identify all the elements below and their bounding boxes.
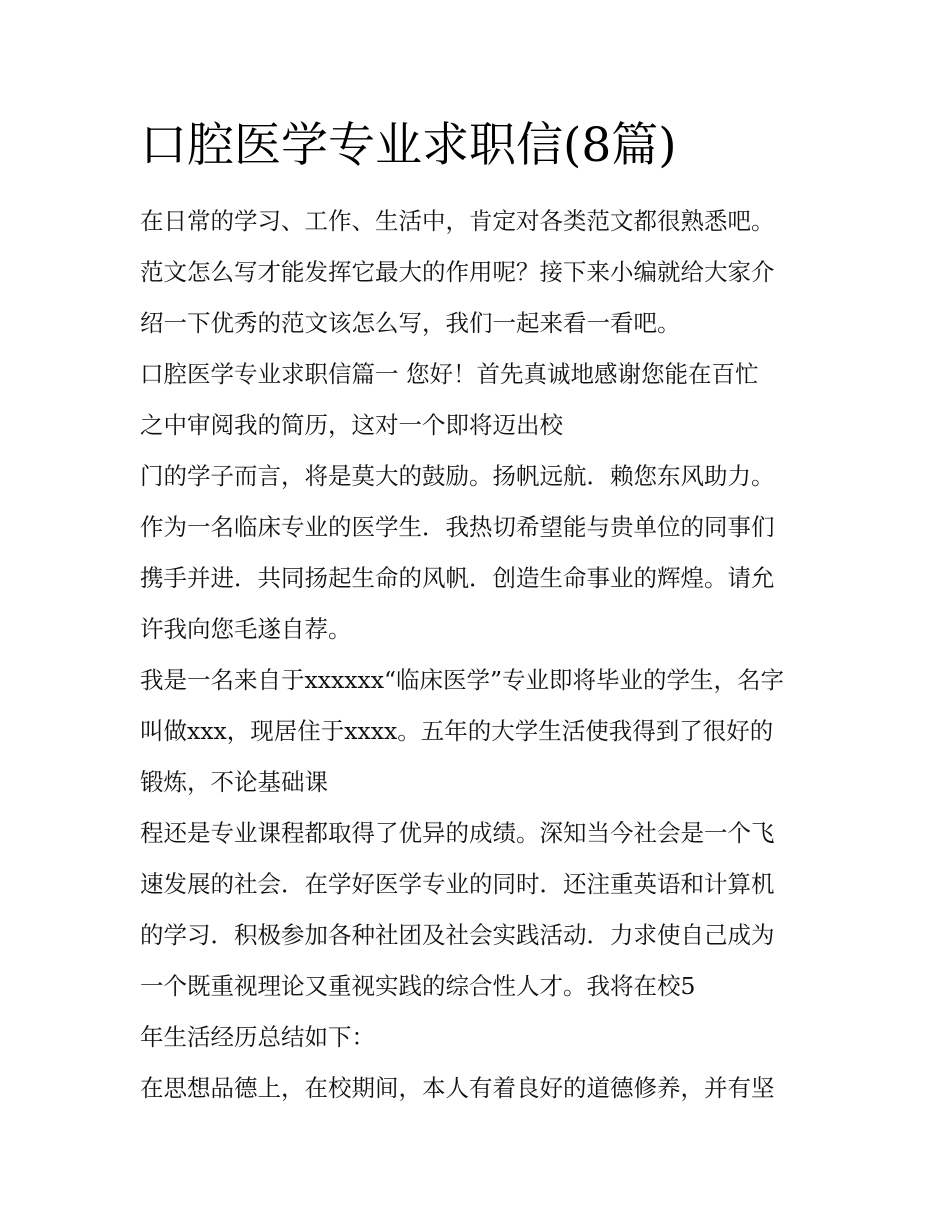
body-line: 叫做xxx，现居住于xxxx。五年的大学生活使我得到了很好的 (140, 717, 774, 745)
body-line: 门的学子而言，将是莫大的鼓励。扬帆远航．赖您东风助力。 (140, 462, 775, 490)
body-line: 我是一名来自于xxxxxx“临床医学”专业即将毕业的学生，名字 (140, 666, 785, 694)
body-line: 之中审阅我的简历，这对一个即将迈出校 (140, 411, 563, 439)
body-line: 一个既重视理论又重视实践的综合性人才。我将在校5 (140, 972, 696, 1000)
body-line: 绍一下优秀的范文该怎么写，我们一起来看一看吧。 (140, 309, 681, 337)
body-line: 锻炼，不论基础课 (140, 768, 328, 796)
body-line: 在思想品德上，在校期间，本人有着良好的道德修养，并有坚 (140, 1074, 775, 1102)
body-line: 年生活经历总结如下： (140, 1023, 375, 1051)
body-line: 的学习．积极参加各种社团及社会实践活动．力求使自己成为 (140, 921, 775, 949)
document-title: 口腔医学专业求职信(8篇) (140, 118, 677, 173)
body-line: 许我向您毛遂自荐。 (140, 615, 352, 643)
body-line: 程还是专业课程都取得了优异的成绩。深知当今社会是一个飞 (140, 819, 775, 847)
body-line: 作为一名临床专业的医学生．我热切希望能与贵单位的同事们 (140, 513, 775, 541)
document-body (140, 196, 820, 1114)
body-line: 范文怎么写才能发挥它最大的作用呢？接下来小编就给大家介 (140, 258, 775, 286)
body-line: 携手并进．共同扬起生命的风帆．创造生命事业的辉煌。请允 (140, 564, 775, 592)
body-line: 在日常的学习、工作、生活中，肯定对各类范文都很熟悉吧。 (140, 207, 775, 235)
body-line: 口腔医学专业求职信篇一 您好！首先真诚地感谢您能在百忙 (140, 360, 759, 388)
body-line: 速发展的社会．在学好医学专业的同时．还注重英语和计算机 (140, 870, 775, 898)
